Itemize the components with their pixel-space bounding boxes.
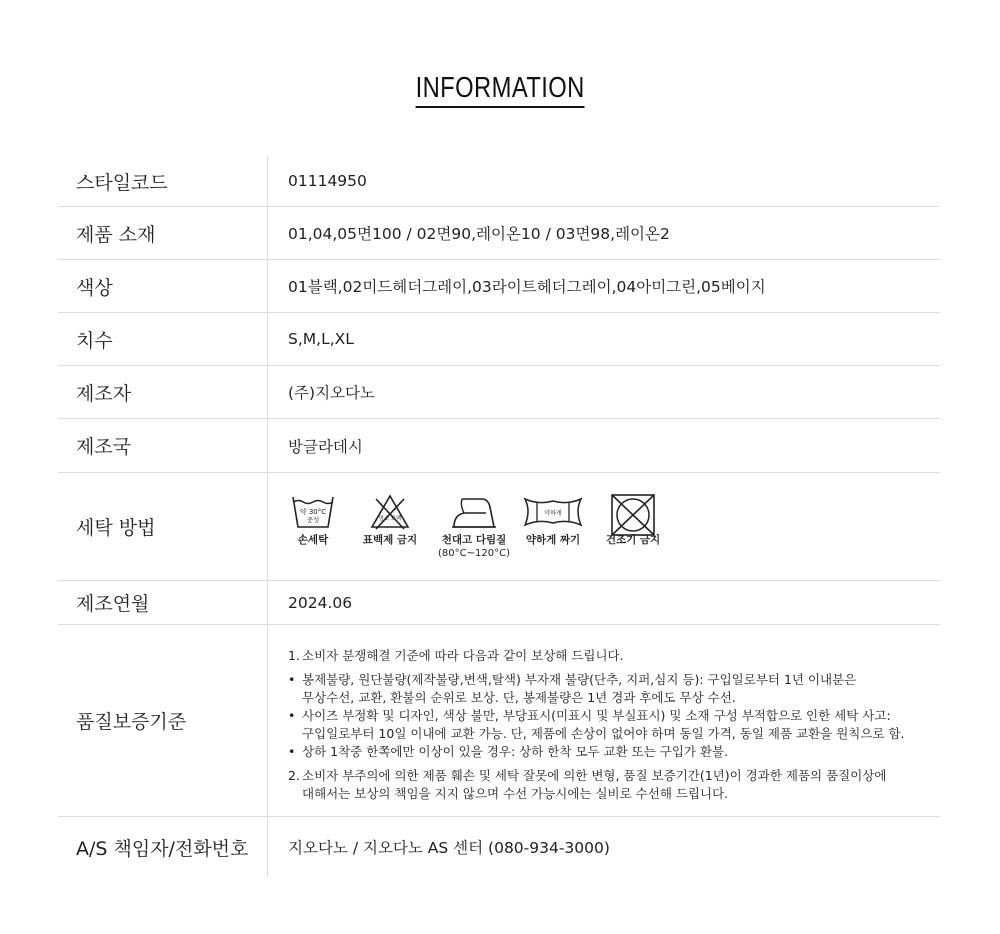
- row-material: [58, 207, 940, 260]
- row-label: 치수: [76, 329, 113, 352]
- row-label: 품질보증기준: [76, 711, 187, 733]
- column-divider: [267, 419, 268, 472]
- warranty-line-cont: 구입일로부터 10일 이내에 교환 가능. 단, 제품에 손상이 없어야 하며 동일 가격, 동일 제품 교환을 원칙으로 함.: [302, 726, 905, 741]
- row-washing: [58, 473, 940, 581]
- row-label: 스타일코드: [76, 171, 168, 194]
- care-caption: 약하게 짜기: [525, 534, 581, 546]
- row-country: [58, 419, 940, 473]
- warranty-text: [288, 647, 940, 803]
- warranty-line: [288, 671, 940, 689]
- row-label: 제조자: [76, 382, 132, 405]
- row-color: [58, 260, 940, 313]
- column-divider: [267, 473, 268, 580]
- row-value: S,M,L,XL: [288, 330, 354, 348]
- row-after-service: [58, 817, 940, 877]
- row-value: 01114950: [288, 172, 367, 190]
- gentle-wring-icon: [523, 493, 583, 531]
- iron-icon: [450, 493, 498, 531]
- care-caption: 손세탁: [297, 534, 329, 546]
- info-table: [58, 156, 940, 877]
- row-value: 01블랙,02미드헤더그레이,03라이트헤더그레이,04아미그린,05베이지: [288, 278, 766, 296]
- hand-wash-temp-text: 약 30°C: [299, 508, 327, 516]
- hand-wash-30c-icon: [291, 493, 335, 531]
- warranty-line: [288, 767, 940, 785]
- list-marker: 1.: [288, 648, 300, 663]
- row-label: 색상: [76, 276, 113, 299]
- care-item: [520, 493, 586, 547]
- warranty-line-text: 사이즈 부정확 및 디자인, 색상 불만, 부당표시(미표시 및 부실표시) 및 소재 구성 부적합으로 인한 세탁 사고:: [302, 708, 891, 723]
- row-style-code: [58, 156, 940, 207]
- care-item: [358, 493, 422, 547]
- row-manufacture-date: [58, 581, 940, 625]
- row-manufacturer: [58, 366, 940, 419]
- no-tumble-dry-icon: [610, 493, 656, 537]
- row-label: 제품 소재: [76, 223, 156, 246]
- warranty-line-text: 소비자 분쟁해결 기준에 따라 다음과 같이 보상해 드립니다.: [302, 648, 624, 663]
- column-divider: [267, 313, 268, 365]
- row-value: (주)지오다노: [288, 384, 375, 402]
- row-value: 01,04,05면100 / 02면90,레이온10 / 03면98,레이온2: [288, 225, 670, 243]
- care-icons: [288, 493, 688, 573]
- row-size: [58, 313, 940, 366]
- gentle-wring-text: 약하게: [544, 510, 562, 517]
- column-divider: [267, 366, 268, 418]
- warranty-line: [288, 647, 940, 665]
- row-label: A/S 책임자/전화번호: [76, 837, 249, 860]
- warranty-line-text: 봉제불량, 원단불량(제작불량,변색,탈색) 부자재 불량(단추, 지퍼,심지 등): 구입일로부터 1년 이내분은: [302, 672, 857, 687]
- care-item: [434, 493, 514, 560]
- row-value: 방글라데시: [288, 437, 363, 456]
- row-label: 세탁 방법: [76, 517, 156, 539]
- list-marker: •: [288, 672, 296, 687]
- column-divider: [267, 207, 268, 259]
- care-caption: 표백제 금지: [362, 534, 418, 546]
- warranty-line-cont: 무상수선, 교환, 환불의 순위로 보상. 단, 봉제불량은 1년 경과 후에도 무상 수선.: [302, 690, 736, 705]
- warranty-line-text: 상하 1착중 한쪽에만 이상이 있을 경우: 상하 한착 모두 교환 또는 구입가 환불.: [302, 744, 729, 759]
- no-bleach-icon: [370, 493, 410, 531]
- care-item: [288, 493, 338, 547]
- hand-wash-neutral-text: 중성: [306, 516, 320, 524]
- no-bleach-text-1: 염소: [378, 516, 390, 522]
- row-value: 지오다노 / 지오다노 AS 센터 (080-934-3000): [288, 839, 610, 857]
- list-marker: •: [288, 708, 296, 723]
- column-divider: [267, 581, 268, 624]
- care-caption: 건조기 금지: [605, 534, 661, 546]
- warranty-line: [288, 743, 940, 761]
- column-divider: [267, 817, 268, 877]
- column-divider: [267, 156, 268, 206]
- page-title: [0, 72, 1000, 108]
- row-label: 제조국: [76, 436, 132, 458]
- row-value: 2024.06: [288, 593, 353, 612]
- care-item: [598, 493, 668, 547]
- iron-temperature: (80°C~120°C): [438, 548, 510, 559]
- care-caption: 천대고 다림질: [441, 534, 507, 546]
- warranty-line: [288, 707, 940, 725]
- column-divider: [267, 260, 268, 312]
- list-marker: •: [288, 744, 296, 759]
- warranty-line-text: 소비자 부주의에 의한 제품 훼손 및 세탁 잘못에 의한 변형, 품질 보증기간(1년)이 경과한 제품의 품질이상에: [302, 768, 887, 783]
- no-bleach-text-2: 표백: [390, 516, 402, 522]
- list-marker: 2.: [288, 768, 300, 783]
- row-label: 제조연월: [76, 593, 150, 615]
- column-divider: [267, 625, 268, 816]
- title-text: INFORMATION: [415, 72, 584, 108]
- row-quality-warranty: [58, 625, 940, 817]
- warranty-line-cont: 대해서는 보상의 책임을 지지 않으며 수선 가능시에는 실비로 수선해 드립니다.: [302, 786, 729, 801]
